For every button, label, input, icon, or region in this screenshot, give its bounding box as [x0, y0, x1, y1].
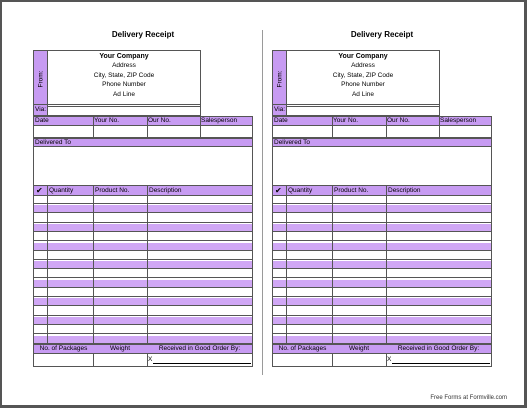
footer-header-row — [272, 344, 492, 354]
date-header: Date — [273, 117, 332, 126]
items-header-row — [34, 186, 252, 196]
items-header-row — [273, 186, 491, 196]
grid-line — [439, 117, 440, 137]
grid-line — [93, 354, 94, 366]
info-grid — [33, 116, 253, 138]
via-field[interactable] — [48, 104, 201, 116]
item-row[interactable] — [34, 243, 252, 251]
date-header: Date — [34, 117, 93, 126]
grid-line — [286, 186, 287, 344]
description-header: Description — [149, 187, 182, 194]
item-row[interactable] — [273, 252, 491, 260]
address-line: Address — [112, 62, 136, 70]
delivered-to-field[interactable] — [272, 147, 492, 187]
item-row[interactable] — [34, 298, 252, 306]
footer-fields[interactable] — [272, 354, 492, 367]
item-row[interactable] — [273, 336, 491, 344]
items-table — [33, 185, 253, 367]
salesperson-header: Salesperson — [439, 117, 491, 126]
delivered-to-field[interactable] — [33, 147, 253, 187]
via-field[interactable] — [287, 104, 440, 116]
from-address-box — [48, 50, 201, 107]
item-row[interactable] — [34, 196, 252, 204]
item-row[interactable] — [34, 261, 252, 269]
grid-line — [93, 186, 94, 344]
grid-line — [386, 186, 387, 344]
item-row[interactable] — [34, 215, 252, 223]
check-icon: ✔ — [275, 186, 282, 195]
address-line: Address — [351, 62, 375, 70]
ad-line: Ad Line — [351, 90, 375, 98]
grid-line — [200, 117, 201, 137]
grid-line — [147, 117, 148, 137]
via-label: Via: — [272, 104, 287, 116]
item-row[interactable] — [34, 224, 252, 232]
item-row[interactable] — [34, 252, 252, 260]
our-no-header: Our No. — [147, 117, 200, 126]
item-row[interactable] — [273, 205, 491, 213]
item-row[interactable] — [273, 289, 491, 297]
delivered-to-header: Delivered To — [33, 138, 253, 147]
from-label: From: — [276, 70, 283, 87]
company-name: Your Company — [99, 53, 149, 60]
footer-fields[interactable] — [33, 354, 253, 367]
item-row[interactable] — [273, 298, 491, 306]
item-row[interactable] — [34, 308, 252, 316]
credit-text: Free Forms at Formville.com — [430, 395, 507, 401]
our-no-header: Our No. — [386, 117, 439, 126]
item-row[interactable] — [273, 317, 491, 325]
grid-line — [386, 117, 387, 137]
company-name: Your Company — [338, 53, 388, 60]
item-row[interactable] — [34, 317, 252, 325]
items-table — [272, 185, 492, 367]
received-by-header: Received in Good Order By: — [158, 345, 241, 352]
packages-header: No. of Packages — [278, 345, 327, 352]
item-row[interactable] — [273, 326, 491, 334]
signature-line[interactable] — [392, 363, 490, 364]
from-label: From: — [37, 70, 44, 87]
product-no-header: Product No. — [334, 187, 369, 194]
from-tab — [33, 50, 48, 107]
receipt-right — [272, 28, 492, 368]
received-by-header: Received in Good Order By: — [397, 345, 480, 352]
quantity-header: Quantity — [288, 187, 313, 194]
item-row[interactable] — [273, 233, 491, 241]
via-label: Via: — [33, 104, 48, 116]
receipt-left — [33, 28, 253, 368]
item-row[interactable] — [34, 233, 252, 241]
item-row[interactable] — [34, 289, 252, 297]
item-row[interactable] — [34, 336, 252, 344]
item-row[interactable] — [34, 280, 252, 288]
from-address-box — [287, 50, 440, 107]
delivered-to-header: Delivered To — [272, 138, 492, 147]
salesperson-header: Salesperson — [200, 117, 252, 126]
item-row[interactable] — [273, 215, 491, 223]
grid-line — [147, 186, 148, 344]
description-header: Description — [388, 187, 421, 194]
receipt-title: Delivery Receipt — [350, 30, 414, 39]
your-no-header: Your No. — [93, 117, 147, 126]
footer-header-row — [33, 344, 253, 354]
city-state-zip-line: City, State, ZIP Code — [93, 71, 155, 79]
item-row[interactable] — [34, 270, 252, 278]
receipt-title: Delivery Receipt — [111, 30, 175, 39]
item-row[interactable] — [273, 261, 491, 269]
from-tab — [272, 50, 287, 107]
city-state-zip-line: City, State, ZIP Code — [332, 71, 394, 79]
packages-header: No. of Packages — [39, 345, 88, 352]
weight-header: Weight — [109, 345, 131, 352]
product-no-header: Product No. — [95, 187, 130, 194]
receipt-divider — [262, 30, 263, 375]
item-row[interactable] — [273, 280, 491, 288]
check-icon: ✔ — [36, 186, 43, 195]
item-row[interactable] — [273, 308, 491, 316]
grid-line — [47, 186, 48, 344]
signature-x: X — [148, 356, 153, 363]
grid-line — [93, 117, 94, 137]
your-no-header: Your No. — [332, 117, 386, 126]
grid-line — [332, 117, 333, 137]
quantity-header: Quantity — [49, 187, 74, 194]
weight-header: Weight — [348, 345, 370, 352]
info-grid — [272, 116, 492, 138]
signature-line[interactable] — [153, 363, 251, 364]
item-row[interactable] — [273, 243, 491, 251]
grid-line — [332, 186, 333, 344]
signature-x: X — [387, 356, 392, 363]
item-row[interactable] — [34, 326, 252, 334]
item-row[interactable] — [273, 196, 491, 204]
phone-line: Phone Number — [341, 81, 385, 89]
item-row[interactable] — [273, 224, 491, 232]
phone-line: Phone Number — [102, 81, 146, 89]
item-row[interactable] — [34, 205, 252, 213]
item-row[interactable] — [273, 270, 491, 278]
ad-line: Ad Line — [112, 90, 136, 98]
grid-line — [332, 354, 333, 366]
